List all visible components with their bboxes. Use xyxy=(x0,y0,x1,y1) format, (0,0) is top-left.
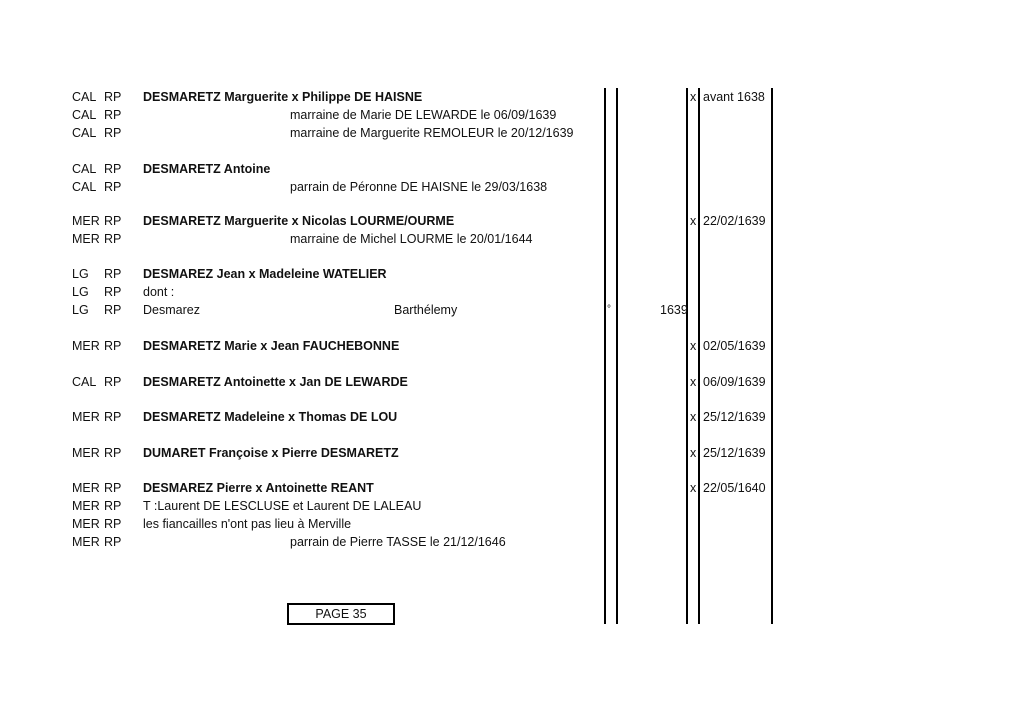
register-code: RP xyxy=(104,535,122,549)
source-code: MER xyxy=(72,214,100,228)
register-code: RP xyxy=(104,375,122,389)
entry-detail: parrain de Pierre TASSE le 21/12/1646 xyxy=(290,535,506,549)
marriage-mark: x xyxy=(690,214,697,228)
table-row xyxy=(0,337,1024,355)
marriage-date: 06/09/1639 xyxy=(703,375,766,389)
register-code: RP xyxy=(104,126,122,140)
entry-detail: marraine de Marguerite REMOLEUR le 20/12/1639 xyxy=(290,126,574,140)
marriage-mark: x xyxy=(690,410,697,424)
register-code: RP xyxy=(104,517,122,531)
table-row xyxy=(0,373,1024,391)
entry-note: les fiancailles n'ont pas lieu à Merville xyxy=(143,517,352,531)
child-first-name: Barthélemy xyxy=(394,303,458,317)
marriage-date: 25/12/1639 xyxy=(703,446,766,460)
register-code: RP xyxy=(104,339,122,353)
register-code: RP xyxy=(104,232,122,246)
marriage-mark: x xyxy=(690,339,697,353)
entry-detail: marraine de Marie DE LEWARDE le 06/09/1639 xyxy=(290,108,557,122)
register-code: RP xyxy=(104,267,122,281)
table-row xyxy=(0,160,1024,178)
source-code: MER xyxy=(72,339,100,353)
table-row xyxy=(0,265,1024,283)
entry-title: DESMARETZ Marguerite x Philippe DE HAISNE xyxy=(143,90,423,104)
source-code: MER xyxy=(72,481,100,495)
source-code: MER xyxy=(72,446,100,460)
table-row xyxy=(0,515,1024,533)
marriage-date: 22/02/1639 xyxy=(703,214,766,228)
child-surname: Desmarez xyxy=(143,303,200,317)
marriage-date: 25/12/1639 xyxy=(703,410,766,424)
birth-mark: ° xyxy=(607,304,611,315)
source-code: CAL xyxy=(72,162,97,176)
source-code: MER xyxy=(72,410,100,424)
table-row xyxy=(0,88,1024,106)
source-code: CAL xyxy=(72,126,97,140)
source-code: MER xyxy=(72,517,100,531)
marriage-date: avant 1638 xyxy=(703,90,765,104)
register-code: RP xyxy=(104,108,122,122)
entry-title: DESMARETZ Marie x Jean FAUCHEBONNE xyxy=(143,339,400,353)
table-row xyxy=(0,106,1024,124)
marriage-mark: x xyxy=(690,90,697,104)
source-code: MER xyxy=(72,535,100,549)
source-code: MER xyxy=(72,499,100,513)
table-row xyxy=(0,283,1024,301)
register-code: RP xyxy=(104,446,122,460)
register-code: RP xyxy=(104,214,122,228)
table-row xyxy=(0,497,1024,515)
source-code: LG xyxy=(72,303,89,317)
table-row xyxy=(0,479,1024,497)
table-row xyxy=(0,533,1024,551)
register-code: RP xyxy=(104,499,122,513)
birth-year: 1639 xyxy=(660,303,688,317)
table-row xyxy=(0,408,1024,426)
entry-title: DESMARETZ Madeleine x Thomas DE LOU xyxy=(143,410,398,424)
table-row xyxy=(0,124,1024,142)
entry-title: DESMAREZ Jean x Madeleine WATELIER xyxy=(143,267,387,281)
entry-title: DUMARET Françoise x Pierre DESMARETZ xyxy=(143,446,399,460)
entry-title: DESMAREZ Pierre x Antoinette REANT xyxy=(143,481,374,495)
source-code: CAL xyxy=(72,108,97,122)
marriage-mark: x xyxy=(690,446,697,460)
entry-title: DESMARETZ Antoine xyxy=(143,162,271,176)
marriage-date: 22/05/1640 xyxy=(703,481,766,495)
register-code: RP xyxy=(104,285,122,299)
source-code: LG xyxy=(72,267,89,281)
register-code: RP xyxy=(104,162,122,176)
table-row xyxy=(0,212,1024,230)
table-row xyxy=(0,301,1024,319)
register-code: RP xyxy=(104,90,122,104)
source-code: LG xyxy=(72,285,89,299)
source-code: CAL xyxy=(72,90,97,104)
entry-note: dont : xyxy=(143,285,175,299)
source-code: CAL xyxy=(72,375,97,389)
entry-title: DESMARETZ Marguerite x Nicolas LOURME/OURME xyxy=(143,214,455,228)
source-code: CAL xyxy=(72,180,97,194)
table-row xyxy=(0,230,1024,248)
table-row xyxy=(0,178,1024,196)
marriage-date: 02/05/1639 xyxy=(703,339,766,353)
entry-title: DESMARETZ Antoinette x Jan DE LEWARDE xyxy=(143,375,408,389)
page-number-box: PAGE 35 xyxy=(287,603,395,625)
register-code: RP xyxy=(104,180,122,194)
table-row xyxy=(0,444,1024,462)
marriage-mark: x xyxy=(690,375,697,389)
marriage-mark: x xyxy=(690,481,697,495)
register-code: RP xyxy=(104,410,122,424)
entry-detail: marraine de Michel LOURME le 20/01/1644 xyxy=(290,232,533,246)
register-code: RP xyxy=(104,303,122,317)
entry-note: T :Laurent DE LESCLUSE et Laurent DE LALEAU xyxy=(143,499,422,513)
register-code: RP xyxy=(104,481,122,495)
entry-detail: parrain de Péronne DE HAISNE le 29/03/1638 xyxy=(290,180,548,194)
source-code: MER xyxy=(72,232,100,246)
